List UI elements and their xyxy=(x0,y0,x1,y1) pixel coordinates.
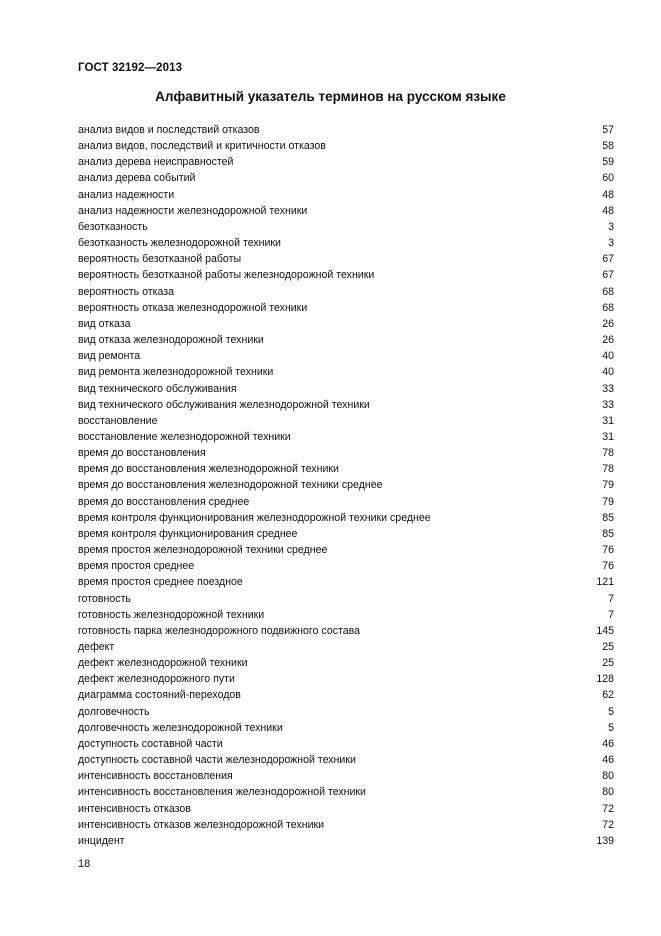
index-page-ref: 33 xyxy=(602,382,614,395)
index-page-ref: 67 xyxy=(602,253,614,266)
index-entry xyxy=(78,720,614,736)
index-page-ref: 3 xyxy=(608,220,614,233)
index-title: Алфавитный указатель терминов на русском языке xyxy=(155,89,506,104)
index-term: вероятность безотказной работы железнодорожной техники xyxy=(78,269,375,282)
index-term: время до восстановления среднее xyxy=(78,495,250,508)
index-term: долговечность xyxy=(78,705,150,718)
index-entry xyxy=(78,591,614,607)
index-term: дефект железнодорожного пути xyxy=(78,673,235,686)
index-entry xyxy=(78,203,614,219)
index-page-ref: 78 xyxy=(602,463,614,476)
index-term: доступность составной части железнодорожной техники xyxy=(78,754,356,767)
index-page-ref: 79 xyxy=(602,495,614,508)
index-entry xyxy=(78,687,614,703)
document-header-code: ГОСТ 32192—2013 xyxy=(78,62,183,74)
index-page-ref: 46 xyxy=(602,754,614,767)
index-page-ref: 78 xyxy=(602,447,614,460)
index-page-ref: 59 xyxy=(602,156,614,169)
index-entry xyxy=(78,316,614,332)
index-entry xyxy=(78,397,614,413)
index-page-ref: 3 xyxy=(608,237,614,250)
index-entry xyxy=(78,187,614,203)
index-entry xyxy=(78,639,614,655)
index-term: анализ видов и последствий отказов xyxy=(78,124,260,136)
index-page-ref: 58 xyxy=(602,140,614,153)
index-term: готовность железнодорожной техники xyxy=(78,608,265,621)
index-entry xyxy=(78,477,614,493)
index-entry xyxy=(78,251,614,267)
index-term: интенсивность отказов xyxy=(78,802,191,815)
index-term: дефект xyxy=(78,641,115,653)
index-entry xyxy=(78,267,614,283)
index-page-ref: 79 xyxy=(602,479,614,492)
index-page-ref: 48 xyxy=(602,204,614,217)
index-page-ref: 128 xyxy=(596,673,614,686)
index-page-ref: 7 xyxy=(608,608,614,621)
index-term: вероятность безотказной работы xyxy=(78,253,242,266)
index-term: анализ видов, последствий и критичности отказов xyxy=(78,140,326,153)
index-entry xyxy=(78,801,614,817)
index-term: долговечность железнодорожной техники xyxy=(78,721,283,734)
index-entry xyxy=(78,348,614,364)
page-number: 18 xyxy=(78,858,91,870)
index-entry xyxy=(78,122,614,138)
index-entry xyxy=(78,138,614,154)
index-term: готовность парка железнодорожного подвижного состава xyxy=(78,624,361,637)
index-term: анализ надежности xyxy=(78,188,175,201)
index-term: время до восстановления железнодорожной техники среднее xyxy=(78,479,383,492)
index-term: безотказность xyxy=(78,220,148,233)
index-page-ref: 72 xyxy=(602,818,614,831)
index-entry xyxy=(78,768,614,784)
index-term: вид отказа железнодорожной техники xyxy=(78,334,264,347)
index-term: время контроля функционирования среднее xyxy=(78,527,298,540)
index-term: вид технического обслуживания железнодорожной техники xyxy=(78,398,370,411)
index-term: вид ремонта железнодорожной техники xyxy=(78,366,274,379)
index-entry xyxy=(78,817,614,833)
index-page-ref: 7 xyxy=(608,592,614,605)
index-page-ref: 76 xyxy=(602,544,614,557)
index-term: время простоя железнодорожной техники среднее xyxy=(78,544,328,557)
index-page-ref: 46 xyxy=(602,737,614,750)
index-term: вид ремонта xyxy=(78,350,141,363)
index-page-ref: 68 xyxy=(602,285,614,298)
index-entry xyxy=(78,752,614,768)
index-entry xyxy=(78,784,614,800)
index-entry xyxy=(78,154,614,170)
index-term: интенсивность восстановления xyxy=(78,770,233,783)
index-page-ref: 139 xyxy=(596,834,614,847)
index-page-ref: 85 xyxy=(602,511,614,524)
index-page-ref: 48 xyxy=(602,188,614,201)
index-entry xyxy=(78,429,614,445)
index-entry xyxy=(78,413,614,429)
index-entry xyxy=(78,623,614,639)
index-page-ref: 40 xyxy=(602,350,614,363)
index-term: время контроля функционирования железнодорожной техники среднее xyxy=(78,511,431,524)
index-term: готовность xyxy=(78,592,131,605)
index-entry xyxy=(78,655,614,671)
index-entry xyxy=(78,219,614,235)
index-term: дефект железнодорожной техники xyxy=(78,657,248,670)
index-term: анализ надежности железнодорожной техники xyxy=(78,204,308,217)
index-page-ref: 85 xyxy=(602,527,614,540)
index-term: восстановление железнодорожной техники xyxy=(78,430,291,443)
index-entry xyxy=(78,510,614,526)
index-entry xyxy=(78,300,614,316)
index-page-ref: 145 xyxy=(596,624,614,637)
index-entry xyxy=(78,574,614,590)
index-term: инцидент xyxy=(78,834,125,847)
index-page-ref: 25 xyxy=(602,641,614,653)
index-term: диаграмма состояний-переходов xyxy=(78,689,241,702)
index-entry xyxy=(78,445,614,461)
index-term: время до восстановления железнодорожной техники xyxy=(78,463,339,476)
index-page-ref: 62 xyxy=(602,689,614,702)
index-entry xyxy=(78,558,614,574)
index-page-ref: 26 xyxy=(602,317,614,330)
index-entry xyxy=(78,332,614,348)
index-page-ref: 68 xyxy=(602,301,614,314)
index-page-ref: 5 xyxy=(608,705,614,718)
index-term: вид отказа xyxy=(78,317,131,330)
index-term: время до восстановления xyxy=(78,447,206,460)
index-term: вероятность отказа xyxy=(78,285,175,298)
index-entry xyxy=(78,381,614,397)
index-page-ref: 72 xyxy=(602,802,614,815)
index-page-ref: 80 xyxy=(602,770,614,783)
index-page-ref: 76 xyxy=(602,560,614,573)
index-term: интенсивность отказов железнодорожной техники xyxy=(78,818,325,831)
index-entry xyxy=(78,607,614,623)
index-entry xyxy=(78,542,614,558)
index-page-ref: 40 xyxy=(602,366,614,379)
index-page-ref: 67 xyxy=(602,269,614,282)
index-term: интенсивность восстановления железнодорожной техники xyxy=(78,786,366,799)
index-page-ref: 25 xyxy=(602,657,614,670)
index-entry xyxy=(78,526,614,542)
index-entry xyxy=(78,364,614,380)
index-entry xyxy=(78,494,614,510)
index-entry xyxy=(78,704,614,720)
index-page-ref: 57 xyxy=(602,124,614,136)
index-term: восстановление xyxy=(78,414,158,427)
index-page-ref: 5 xyxy=(608,721,614,734)
index-page-ref: 26 xyxy=(602,334,614,347)
index-entry xyxy=(78,170,614,186)
index-term: время простоя среднее поездное xyxy=(78,576,243,589)
index-term: вид технического обслуживания xyxy=(78,382,237,395)
index-entry xyxy=(78,461,614,477)
index-page-ref: 60 xyxy=(602,172,614,185)
index-page-ref: 31 xyxy=(602,414,614,427)
index-entry xyxy=(78,235,614,251)
index-page-ref: 80 xyxy=(602,786,614,799)
index-page-ref: 31 xyxy=(602,430,614,443)
index-term: анализ дерева событий xyxy=(78,172,196,185)
index-term: доступность составной части xyxy=(78,737,223,750)
index-page-ref: 33 xyxy=(602,398,614,411)
index-entry xyxy=(78,833,614,849)
index-term: время простоя среднее xyxy=(78,560,195,573)
index-page-ref: 121 xyxy=(596,576,614,589)
index-term: безотказность железнодорожной техники xyxy=(78,237,281,250)
index-term: анализ дерева неисправностей xyxy=(78,156,234,169)
index-term: вероятность отказа железнодорожной техники xyxy=(78,301,308,314)
index-entry xyxy=(78,284,614,300)
index-entry xyxy=(78,736,614,752)
index-entry xyxy=(78,671,614,687)
term-index-list xyxy=(78,122,614,849)
